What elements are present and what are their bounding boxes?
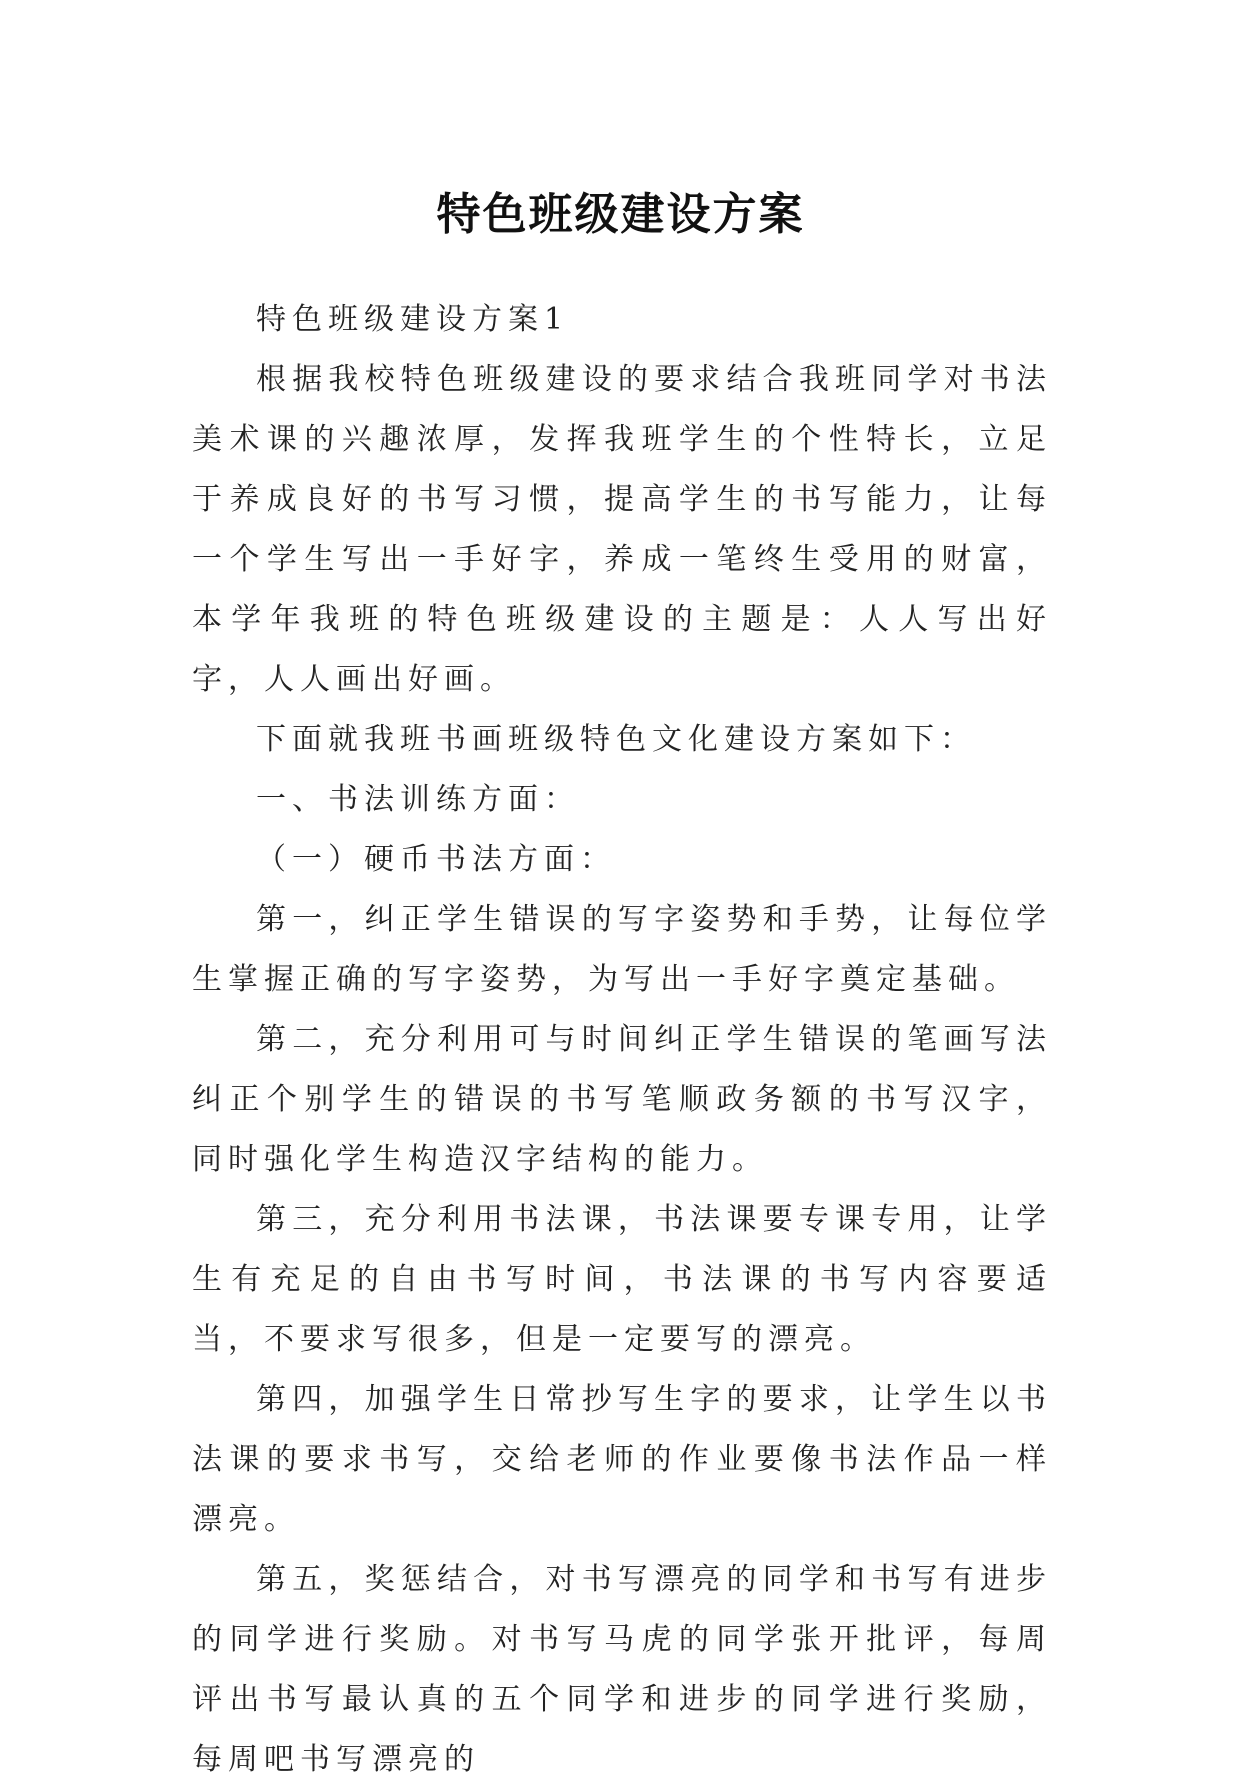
point-paragraph: 第三，充分利用书法课，书法课要专课专用，让学生有充足的自由书写时间，书法课的书写内容要适当，不要求写很多，但是一定要写的漂亮。 xyxy=(192,1202,1052,1357)
section-heading: 一、书法训练方面： xyxy=(256,782,580,817)
document-body xyxy=(192,290,1052,1790)
point-paragraph: 第一，纠正学生错误的写字姿势和手势，让每位学生掌握正确的写字姿势，为写出一手好字奠定基础。 xyxy=(192,902,1052,997)
subtitle-paragraph: 特色班级建设方案1 xyxy=(256,302,570,337)
point-paragraph: 第四，加强学生日常抄写生字的要求，让学生以书法课的要求书写，交给老师的作业要像书法作品一样漂亮。 xyxy=(192,1382,1052,1537)
intro-paragraph: 根据我校特色班级建设的要求结合我班同学对书法美术课的兴趣浓厚，发挥我班学生的个性特长，立足于养成良好的书写习惯，提高学生的书写能力，让每一个学生写出一手好字，养成一笔终生受用的财富，本学年我班的特色班级建设的主题是：人人写出好字，人人画出好画。 xyxy=(192,362,1052,697)
subsection-heading: （一）硬币书法方面： xyxy=(256,842,616,877)
point-paragraph: 第二，充分利用可与时间纠正学生错误的笔画写法纠正个别学生的错误的书写笔顺政务额的书写汉字，同时强化学生构造汉字结构的能力。 xyxy=(192,1022,1052,1177)
plan-intro-paragraph: 下面就我班书画班级特色文化建设方案如下： xyxy=(256,722,976,757)
document-title: 特色班级建设方案 xyxy=(436,189,805,241)
point-paragraph: 第五，奖惩结合，对书写漂亮的同学和书写有进步的同学进行奖励。对书写马虎的同学张开批评，每周评出书写最认真的五个同学和进步的同学进行奖励，每周吧书写漂亮的 xyxy=(192,1562,1052,1777)
